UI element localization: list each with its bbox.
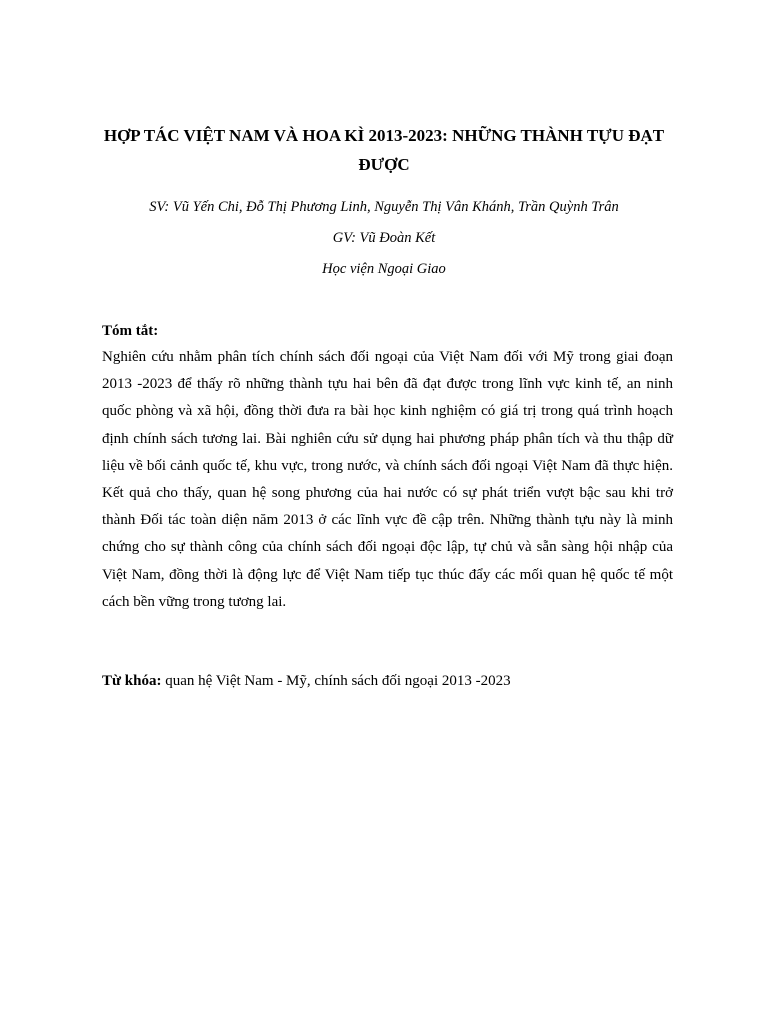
keywords-value: quan hệ Việt Nam - Mỹ, chính sách đối ngoại 2013 -2023 <box>165 673 511 689</box>
abstract-body: Nghiên cứu nhằm phân tích chính sách đối ngoại của Việt Nam đối với Mỹ trong giai đoạn 2013 -2023 để thấy rõ những thành tựu hai bên đã đạt được trong lĩnh vực kinh tế, an ninh quốc phòng và xã hội, đồng thời đưa ra bài học kinh nghiệm có giá trị trong quá trình hoạch định chính sách tương lai. Bài nghiên cứu sử dụng hai phương pháp phân tích và thu thập dữ liệu về bối cảnh quốc tế, khu vực, trong nước, và chính sách đối ngoại Việt Nam đã thực hiện. Kết quả cho thấy, quan hệ song phương của hai nước có sự phát triển vượt bậc sau khi trở thành Đối tác toàn diện năm 2013 ở các lĩnh vực đề cập trên. Những thành tựu này là minh chứng cho sự thành công của chính sách đối ngoại độc lập, tự chủ và sẵn sàng hội nhập của Việt Nam, đồng thời là động lực để Việt Nam tiếp tục thúc đẩy các mối quan hệ quốc tế một cách bền vững trong tương lai. <box>102 349 673 610</box>
keywords-line <box>102 670 673 692</box>
keywords-label: Từ khóa: <box>102 673 162 689</box>
abstract-heading: Tóm tắt: <box>102 323 159 339</box>
paper-title: HỢP TÁC VIỆT NAM VÀ HOA KÌ 2013-2023: NHỮNG THÀNH TỰU ĐẠT ĐƯỢC <box>103 126 665 174</box>
paper-authors: SV: Vũ Yến Chi, Đỗ Thị Phương Linh, Nguyễn Thị Vân Khánh, Trần Quỳnh Trân <box>149 199 619 215</box>
paper-advisor: GV: Vũ Đoàn Kết <box>332 230 436 246</box>
paper-institution: Học viện Ngoại Giao <box>322 261 446 277</box>
